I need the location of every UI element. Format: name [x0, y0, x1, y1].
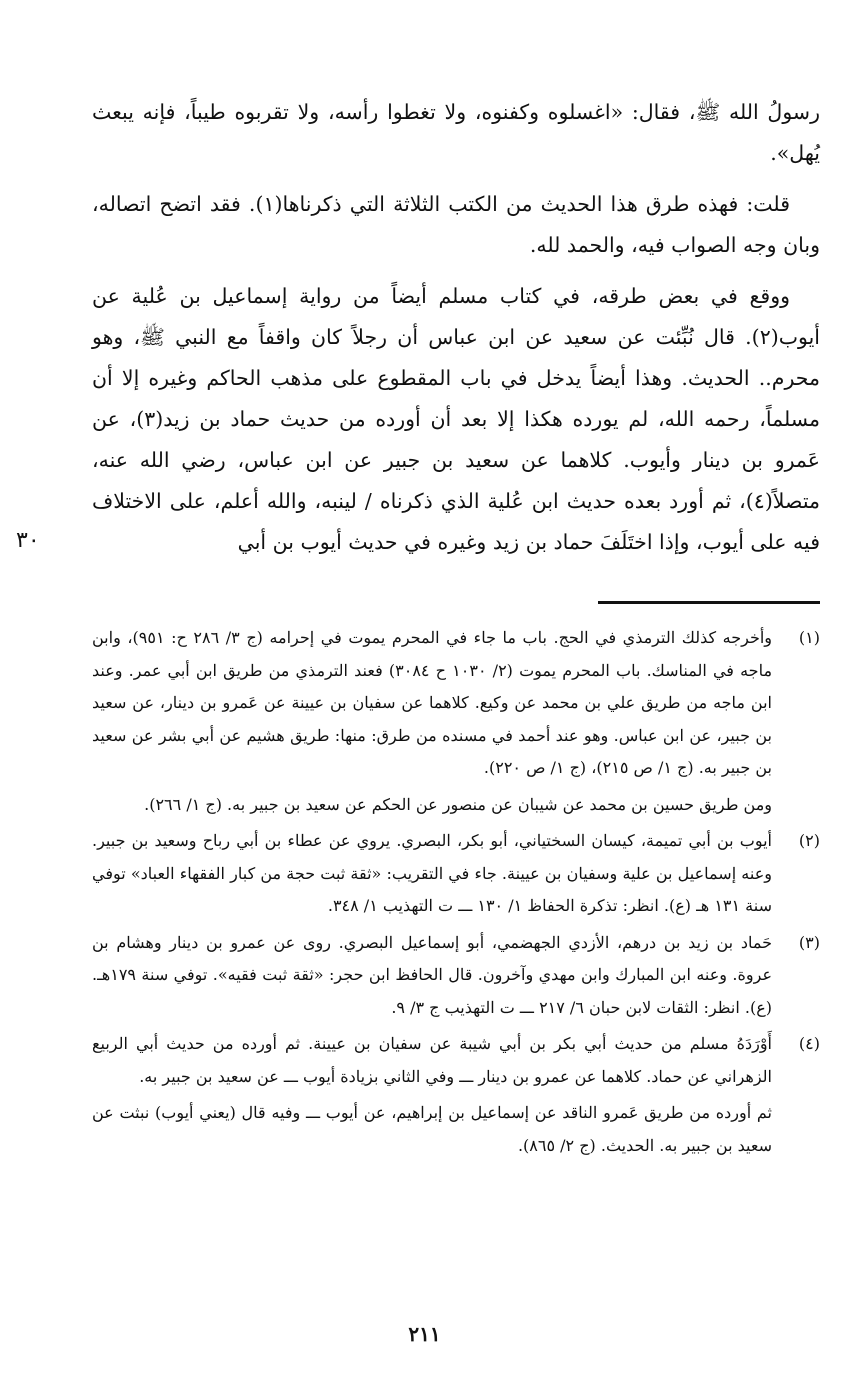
footnote-3	[92, 927, 820, 1025]
footnotes-section	[92, 622, 820, 1166]
footnote-number: (٢)	[798, 831, 820, 850]
footnote-number: (٤)	[798, 1034, 820, 1053]
footnote-body	[92, 1028, 772, 1162]
main-text-block	[92, 92, 820, 573]
footnote-paragraph: حَماد بن زيد بن درهم، الأزدي الجهضمي، أبو إسماعيل البصري. روى عن عمرو بن دينار وهشام بن عروة. وعنه ابن المبارك وابن مهدي وآخرون. قال الحافظ ابن حجر: «ثقة ثبت فقيه». توفي سنة ١٧٩هـ. (ع). انظر: الثقات لابن حبان ٦/ ٢١٧ ـــ ت التهذيب ج ٣/ ٩.	[92, 932, 772, 1017]
footnote-paragraph: ثم أورده من طريق عَمرو الناقد عن إسماعيل بن إبراهيم، عن أيوب ـــ وفيه قال (يعني أيوب) نبثت عن سعيد بن جبير به. الحديث. (ج ٢/ ٨٦٥).	[92, 1103, 773, 1155]
footnote-number: (١)	[798, 628, 820, 647]
footnote-4	[92, 1028, 820, 1162]
main-paragraph-3: ووقع في بعض طرقه، في كتاب مسلم أيضاً من رواية إسماعيل بن عُلية عن أيوب(٢). قال نُبِّئت عن سعيد عن ابن عباس أن رجلاً كان واقفاً مع النبي ﷺ، وهو محرم.. الحديث. وهذا أيضاً يدخل في باب المقطوع على مذهب الحاكم وغيره إلا أن مسلماً، رحمه الله، لم يورده هكذا إلا بعد أن أورده من حديث حماد بن زيد(٣)، عن عَمرو بن دينار وأيوب. كلاهما عن سعيد بن جبير عن ابن عباس، رضي الله عنه، متصلاً(٤)، ثم أورد بعده حديث ابن عُلية الذي ذكرناه / لينبه، والله أعلم، على الاختلاف فيه على أيوب، وإذا اختَلَفَ حماد بن زيد وغيره في حديث أيوب بن أبي	[92, 284, 821, 554]
page-number: ٢١١	[408, 1322, 441, 1346]
footnote-body	[92, 622, 772, 821]
margin-page-marker: ٣٠	[16, 528, 40, 553]
footnote-number: (٣)	[798, 932, 820, 952]
footnote-body	[92, 927, 772, 1025]
footnote-separator	[598, 601, 820, 604]
main-paragraph-1: رسولُ الله ﷺ، فقال: «اغسلوه وكفنوه، ولا تغطوا رأسه، ولا تقربوه طيباً، فإنه يبعث يُهل».	[92, 100, 820, 165]
footnote-paragraph: أَوْرَدَهُ مسلم من حديث أبي بكر بن أبي شيبة عن سفيان بن عيينة. ثم أورده من حديث أبي الربيع الزهراني عن حماد. كلاهما عن عمرو بن دينار ـــ وفي الثاني بزيادة أيوب ـــ عن سعيد بن جبير به.	[92, 1034, 772, 1086]
footnote-paragraph: ومن طريق حسين بن محمد عن شيبان عن منصور عن الحكم عن سعيد بن جبير به. (ج ١/ ٢٦٦).	[144, 794, 772, 814]
footnote-1	[92, 622, 820, 821]
footnote-body	[92, 825, 772, 923]
main-paragraph-2: قلت: فهذه طرق هذا الحديث من الكتب الثلاثة التي ذكرناها(١). فقد اتضح اتصاله، وبان وجه الصواب فيه، والحمد لله.	[92, 192, 820, 257]
footnote-2	[92, 825, 820, 923]
footnote-paragraph: أيوب بن أبي تميمة، كيسان السختياني، أبو بكر، البصري. يروي عن عطاء بن أبي رباح وسعيد بن جبير. وعنه إسماعيل بن علية وسفيان بن عيينة. جاء في التقريب: «ثقة ثبت حجة من كبار الفقهاء العباد» توفي سنة ١٣١ هـ (ع). انظر: تذكرة الحفاظ ١/ ١٣٠ ـــ ت التهذيب ١/ ٣٤٨.	[92, 831, 772, 915]
footnote-paragraph: وأخرجه كذلك الترمذي في الحج. باب ما جاء في المحرم يموت في إحرامه (ج ٣/ ٢٨٦ ح: ٩٥١)، وابن ماجه في المناسك. باب المحرم يموت (٢/ ١٠٣٠ ح ٣٠٨٤) فعند الترمذي من طريق ابن أبي عمر. وعند ابن ماجه من طريق علي بن محمد عن وكيع. كلاهما عن سفيان بن عيينة عن عَمرو بن دينار، عن سعيد بن جبير، عن ابن عباس. وهو عند أحمد في مسنده من طرق: منها: طريق هشيم عن أبي بشر عن سعيد بن جبير به. (ج ١/ ص ٢١٥)، (ج ١/ ص ٢٢٠).	[92, 628, 773, 777]
